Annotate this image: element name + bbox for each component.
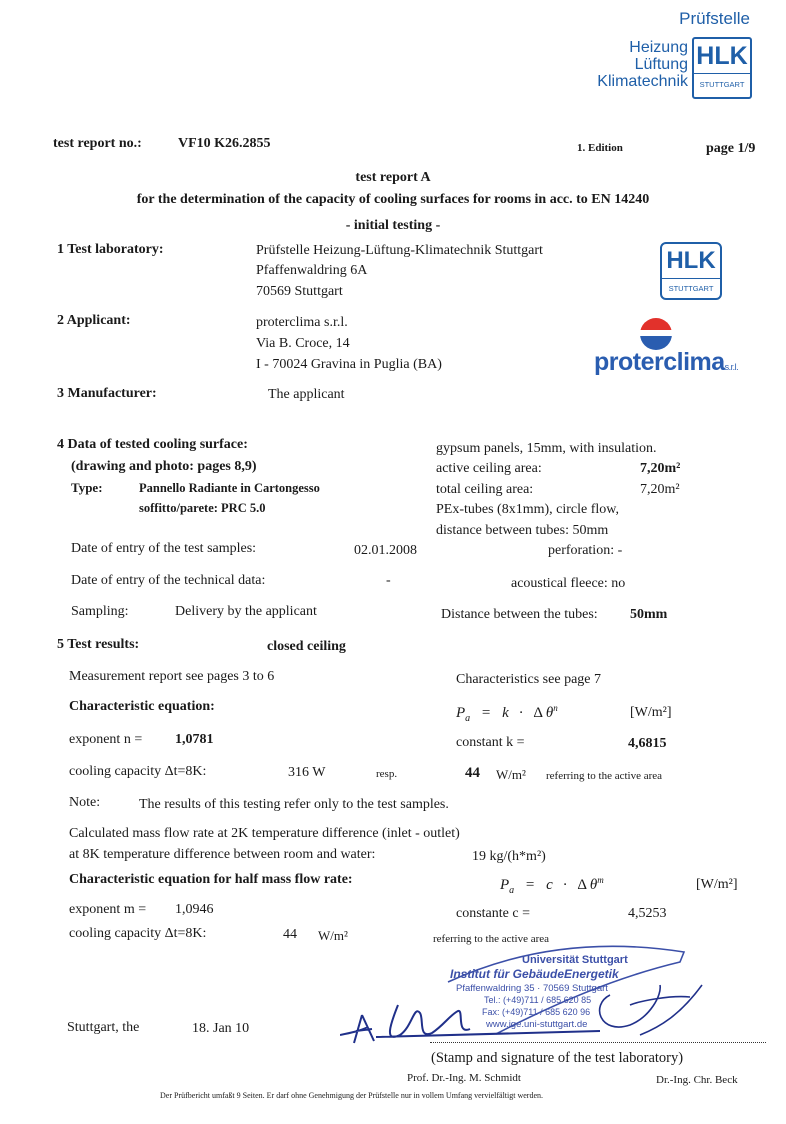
lab-line-3: 70569 Stuttgart xyxy=(256,284,343,299)
exponent-m-label: exponent m = xyxy=(69,902,147,917)
surface-desc-4: PEx-tubes (8x1mm), circle flow, xyxy=(436,502,619,517)
perforation: perforation: - xyxy=(548,543,623,558)
exponent-n-label: exponent n = xyxy=(69,732,143,747)
eq-p: P xyxy=(456,705,466,721)
stamp-line-1: Universität Stuttgart xyxy=(522,954,628,966)
report-no-label: test report no.: xyxy=(53,136,142,151)
cooling-capacity-label: cooling capacity Δt=8K: xyxy=(69,764,207,779)
eq2-m: m xyxy=(597,875,604,885)
stamp-line-6: www.ige.uni-stuttgart.de xyxy=(486,1019,588,1030)
active-area-label: active ceiling area: xyxy=(436,461,542,476)
type-value-1: Pannello Radiante in Cartongesso xyxy=(139,481,320,495)
applicant-line-3: I - 70024 Gravina in Puglia (BA) xyxy=(256,357,442,372)
eq-delta: Δ xyxy=(533,705,543,721)
header-hlk-logo-big: HLK xyxy=(696,42,748,70)
entry-samples-label: Date of entry of the test samples: xyxy=(71,541,257,556)
eq-sub-a: a xyxy=(465,713,471,724)
eq2-delta: Δ xyxy=(577,877,587,893)
lab-hlk-logo xyxy=(660,242,722,300)
entry-tech-value: - xyxy=(386,573,391,588)
title-line-3: - initial testing - xyxy=(345,218,441,233)
resp: resp. xyxy=(376,768,398,780)
exponent-n-value: 1,0781 xyxy=(175,732,214,747)
cooling-capacity-value: 316 W xyxy=(288,765,326,780)
proterclima-logo-suffix: s.r.l. xyxy=(724,362,739,372)
cooling-capacity-2-value: 44 xyxy=(283,927,297,942)
eq2-unit: [W/m²] xyxy=(696,877,738,892)
distance-value: 50mm xyxy=(630,607,668,622)
signatures xyxy=(340,955,710,1050)
entry-tech-label: Date of entry of the technical data: xyxy=(71,573,266,588)
proterclima-logo-word: proterclima xyxy=(594,348,725,376)
entry-samples-value: 02.01.2008 xyxy=(354,543,417,558)
type-value-2: soffitto/parete: PRC 5.0 xyxy=(139,501,266,515)
lab-hlk-logo-big: HLK xyxy=(666,247,716,274)
disclaimer: Der Prüfbericht umfaßt 9 Seiten. Er darf ohne Genehmigung der Prüfstelle nur in vollem Umfang vervielfältigt werden. xyxy=(160,1091,543,1100)
exponent-m-value: 1,0946 xyxy=(175,902,214,917)
edition: 1. Edition xyxy=(577,142,623,154)
active-area-value: 7,20m² xyxy=(640,461,681,476)
eq2-equals: = xyxy=(525,877,535,893)
eq-dot: · xyxy=(518,705,524,721)
lab-label: 1 Test laboratory: xyxy=(57,242,164,257)
note-label: Note: xyxy=(69,795,101,810)
eq-unit: [W/m²] xyxy=(630,705,672,720)
lab-line-1: Prüfstelle Heizung-Lüftung-Klimatechnik Stuttgart xyxy=(256,243,543,258)
place-date: 18. Jan 10 xyxy=(192,1021,250,1036)
surface-desc-1: gypsum panels, 15mm, with insulation. xyxy=(436,441,657,456)
eq2-theta: θ xyxy=(589,877,598,893)
constant-c-label: constante c = xyxy=(456,906,530,921)
total-area-label: total ceiling area: xyxy=(436,482,534,497)
surface-desc-5: distance between tubes: 50mm xyxy=(436,523,609,538)
eq-theta: θ xyxy=(545,705,554,721)
eq-n: n xyxy=(553,703,558,713)
stamp-dotted-line xyxy=(430,1042,766,1043)
measurement-report: Measurement report see pages 3 to 6 xyxy=(69,669,275,684)
manufacturer-label: 3 Manufacturer: xyxy=(57,386,157,401)
brand-line-3: Lüftung xyxy=(634,56,688,73)
data-sublabel: (drawing and photo: pages 8,9) xyxy=(71,459,257,474)
note-text: The results of this testing refer only to the test samples. xyxy=(139,797,449,812)
mass-flow-line-1: Calculated mass flow rate at 2K temperature difference (inlet - outlet) xyxy=(69,826,460,841)
stamp-line-5: Fax: (+49)711 / 685 620 96 xyxy=(482,1007,591,1017)
title-line-1: test report A xyxy=(355,170,431,185)
applicant-line-1: proterclima s.r.l. xyxy=(256,315,348,330)
place-label: Stuttgart, the xyxy=(67,1020,140,1035)
stamp-line-3: Pfaffenwaldring 35 · 70569 Stuttgart xyxy=(456,983,608,994)
total-area-value: 7,20m² xyxy=(640,482,680,497)
half-flow-label: Characteristic equation for half mass flow rate: xyxy=(69,872,353,887)
page-number: page 1/9 xyxy=(706,141,756,156)
manufacturer-value: The applicant xyxy=(268,387,345,402)
brand-line-2: Heizung xyxy=(629,39,688,56)
title-line-2: for the determination of the capacity of cooling surfaces for rooms in acc. to EN 14240 xyxy=(136,192,650,207)
mass-flow-value: 19 kg/(h*m²) xyxy=(472,849,546,864)
proterclima-logo-ball xyxy=(638,316,674,352)
brand-line-1: Prüfstelle xyxy=(679,9,750,28)
results-ceiling: closed ceiling xyxy=(267,639,346,654)
applicant-line-2: Via B. Croce, 14 xyxy=(256,336,350,351)
brand-text xyxy=(560,10,750,27)
stamp-line-4: Tel.: (+49)711 / 685 620 85 xyxy=(484,995,592,1005)
data-label: 4 Data of tested cooling surface: xyxy=(57,437,248,452)
eq2-c: c xyxy=(546,877,553,893)
char-eq-label: Characteristic equation: xyxy=(69,699,215,714)
eq2-sub-a: a xyxy=(509,885,515,896)
constant-k-label: constant k = xyxy=(456,735,525,750)
eq2-dot: · xyxy=(562,877,568,893)
stamp-line-2: Institut für GebäudeEnergetik xyxy=(450,967,619,981)
mass-flow-line-2: at 8K temperature difference between room and water: xyxy=(69,847,376,862)
header-hlk-logo xyxy=(692,37,752,99)
signer-1: Prof. Dr.-Ing. M. Schmidt xyxy=(407,1072,521,1084)
applicant-label: 2 Applicant: xyxy=(57,313,131,328)
type-label: Type: xyxy=(71,480,103,495)
sampling-label: Sampling: xyxy=(71,604,129,619)
brand-text-block xyxy=(520,39,688,90)
brand-line-4: Klimatechnik xyxy=(597,73,688,90)
distance-label: Distance between the tubes: xyxy=(441,607,598,622)
constant-k-value: 4,6815 xyxy=(628,736,667,751)
cooling-capacity-2-unit: W/m² xyxy=(318,928,348,943)
header-hlk-logo-small: STUTTGART xyxy=(694,73,750,96)
eq-equals: = xyxy=(481,705,491,721)
referring-active-area-2: referring to the active area xyxy=(433,933,550,945)
report-no-value: VF10 K26.2855 xyxy=(178,136,271,151)
lab-hlk-logo-small: STUTTGART xyxy=(662,278,720,298)
stamp-caption: (Stamp and signature of the test laboratory) xyxy=(431,1050,684,1066)
char-equation xyxy=(456,700,558,725)
characteristics-ref: Characteristics see page 7 xyxy=(456,672,601,687)
results-label: 5 Test results: xyxy=(57,637,140,652)
sampling-value: Delivery by the applicant xyxy=(175,604,317,619)
cooling-capacity-area-value: 44 xyxy=(465,765,480,781)
cooling-capacity-area-unit: W/m² xyxy=(496,767,526,782)
constant-c-value: 4,5253 xyxy=(628,906,667,921)
lab-line-2: Pfaffenwaldring 6A xyxy=(256,263,368,278)
eq2-p: P xyxy=(500,877,510,893)
cooling-capacity-2-label: cooling capacity Δt=8K: xyxy=(69,926,207,941)
eq-k: k xyxy=(502,705,509,721)
referring-active-area: referring to the active area xyxy=(546,770,663,782)
signer-2: Dr.-Ing. Chr. Beck xyxy=(656,1074,738,1086)
half-flow-equation xyxy=(500,872,604,897)
acoustical-fleece: acoustical fleece: no xyxy=(511,576,626,591)
proterclima-logo-text xyxy=(594,348,738,377)
